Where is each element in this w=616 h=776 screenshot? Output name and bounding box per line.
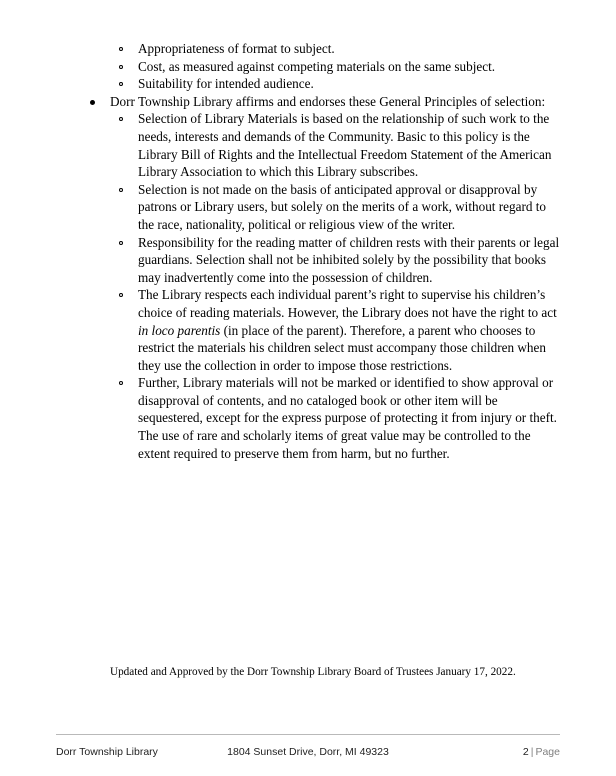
list-item — [116, 40, 560, 58]
list-item-text: Suitability for intended audience. — [138, 76, 314, 92]
approval-note-text: Updated and Approved by the Dorr Township Library Board of Trustees January 17, 2022. — [110, 666, 516, 678]
footer-organization: Dorr Township Library — [56, 746, 158, 758]
criteria-list — [88, 40, 560, 93]
footer-separator: | — [530, 746, 534, 758]
list-item-text-part2: (in place of the parent). Therefore, a parent who chooses to restrict the materials his children select must accompany those children when they use the collection in order to impose those restrictions. — [138, 322, 546, 373]
list-item — [116, 181, 560, 234]
list-item-text-italic: in loco parentis — [138, 322, 221, 338]
section-heading-text: Dorr Township Library affirms and endorses these General Principles of selection: — [110, 93, 546, 109]
list-item — [116, 374, 560, 462]
list-item-text: Further, Library materials will not be marked or identified to show approval or disapproval of contents, and no cataloged book or other item will be sequestered, except for the express purpose of protecting it from injury or theft. The use of rare and scholarly items of great value may be controlled to the extent required to preserve them from harm, but no further. — [138, 375, 557, 461]
footer-page-number: 2 — [522, 746, 529, 758]
page-footer — [56, 742, 560, 762]
list-item — [116, 110, 560, 180]
principles-section — [88, 93, 560, 111]
principles-list — [88, 110, 560, 462]
list-item-text-part1: The Library respects each individual parent’s right to supervise his children’s choice of reading materials. However, the Library does not have the right to act — [138, 287, 557, 320]
section-heading — [88, 93, 560, 111]
list-item-text: Selection is not made on the basis of anticipated approval or disapproval by patrons or Library users, but solely on the merits of a work, without regard to the race, nationality, political or religious view of the writer. — [138, 181, 546, 232]
list-item — [116, 234, 560, 287]
list-item-text: Responsibility for the reading matter of children rests with their parents or legal guardians. Selection shall not be inhibited solely by the possibility that books may inadvertently come into the possession of children. — [138, 234, 560, 285]
footer-page-indicator — [523, 746, 560, 758]
list-item — [116, 75, 560, 93]
list-item-text: Selection of Library Materials is based on the relationship of such work to the needs, interests and demands of the Community. Basic to this policy is the Library Bill of Rights and the Intellectual Freedom Statement of the American Library Association to which this Library subscribes. — [138, 111, 552, 180]
footer-divider — [56, 734, 560, 735]
footer-address: 1804 Sunset Drive, Dorr, MI 49323 — [227, 746, 389, 758]
footer-page-word: Page — [535, 746, 560, 758]
list-item — [116, 58, 560, 76]
list-item-in-loco-parentis — [116, 286, 560, 374]
document-body — [88, 40, 560, 462]
list-item-text: Cost, as measured against competing materials on the same subject. — [138, 58, 496, 74]
list-item-text: Appropriateness of format to subject. — [138, 41, 335, 56]
approval-note — [110, 665, 560, 679]
